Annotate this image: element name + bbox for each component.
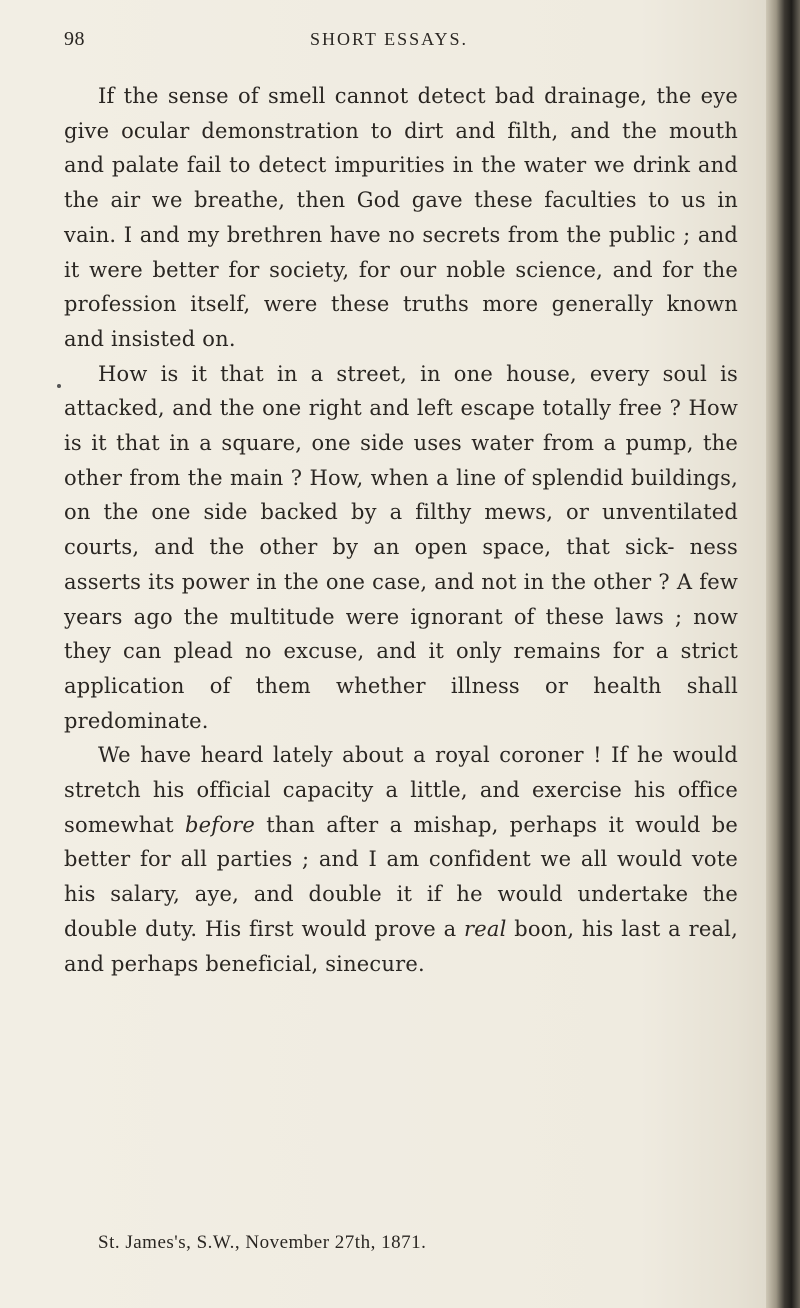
stray-ink-mark [57, 384, 61, 388]
paragraph-1 [64, 79, 738, 357]
paragraph-3-text-b: than after a mishap, perhaps it would be better for all parties ; and I am confident we all would vote his salary, aye, and double it if he would undertake the double duty. His first would prove a [64, 812, 738, 941]
page-number: 98 [64, 28, 85, 50]
essay-body [64, 79, 738, 981]
paragraph-3 [64, 738, 738, 981]
running-head: SHORT ESSAYS. [310, 29, 468, 49]
paragraph-3-text-a: We have heard lately about a royal coroner ! If he would stretch his official capacity a little, and exercise his office somewhat [64, 743, 738, 837]
paragraph-2 [64, 357, 738, 739]
signoff-dateline: St. James's, S.W., November 27th, 1871. [98, 1232, 427, 1253]
paragraph-3-text-c: boon, his last a real, and perhaps beneficial, sinecure. [64, 916, 738, 976]
binding-edge [766, 0, 800, 1308]
emphasis-before: before [185, 812, 255, 837]
paragraph-2-text: How is it that in a street, in one house, every soul is attacked, and the one right and left escape totally free ? How is it that in a square, one side uses water from a pump, the other from the main ? How, when a line of splendid buildings, on the one side backed by a filthy mews, or unventilated courts, and the other by an open space, that sick- ness asserts its power in the one case, and not in the other ? A few years ago the multitude were ignorant of these laws ; now they can plead no excuse, and it only remains for a strict application of them whether illness or health shall predominate. [64, 361, 738, 733]
page-header [64, 28, 744, 60]
emphasis-real: real [464, 916, 507, 941]
paragraph-1-text: If the sense of smell cannot detect bad drainage, the eye give ocular demonstration to dirt and filth, and the mouth and palate fail to detect impurities in the water we drink and the air we breathe, then God gave these faculties to us in vain. I and my brethren have no secrets from the public ; and it were better for society, for our noble science, and for the profession itself, were these truths more generally known and insisted on. [64, 84, 738, 351]
